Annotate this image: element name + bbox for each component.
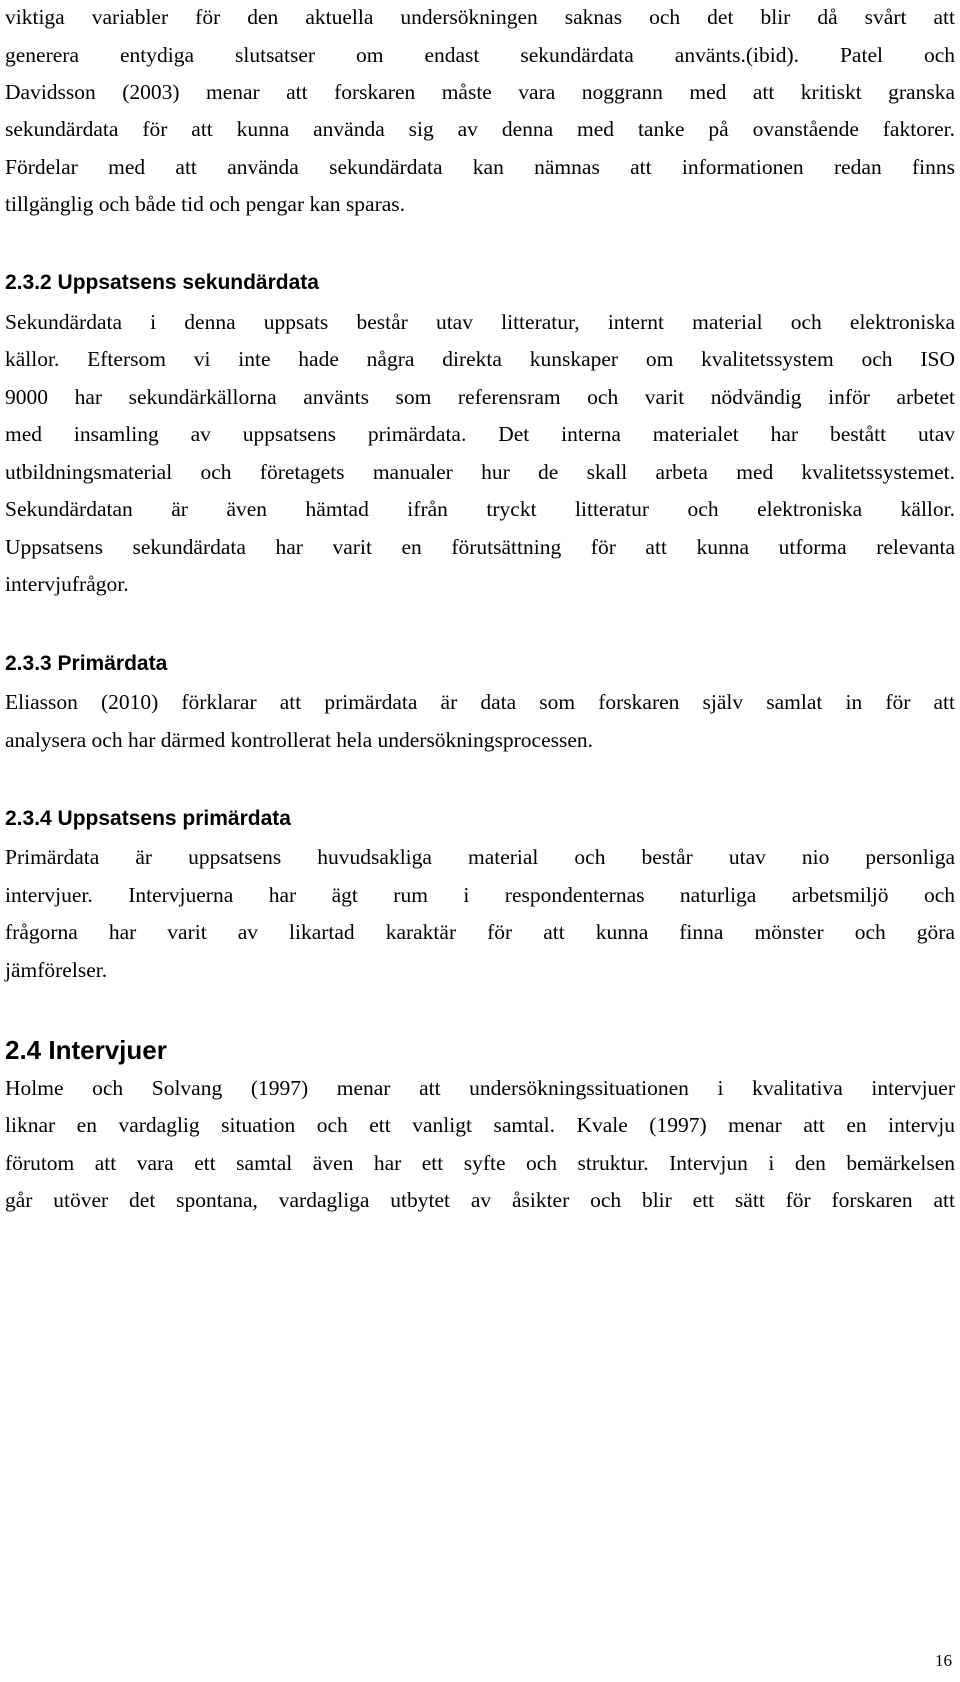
- section-2-4-line-4: går utöver det spontana, vardagliga utbytet av åsikter och blir ett sätt för forskaren att: [5, 1188, 955, 1212]
- section-2-3-4-line-2: intervjuer. Intervjuerna har ägt rum i respondenternas naturliga arbetsmiljö och: [5, 883, 955, 907]
- section-2-3-4-line-3: frågorna har varit av likartad karaktär för att kunna finna mönster och göra: [5, 920, 955, 944]
- section-2-4-line-1: Holme och Solvang (1997) menar att undersökningssituationen i kvalitativa intervjuer: [5, 1076, 955, 1100]
- section-2-4-line-3: förutom att vara ett samtal även har ett syfte och struktur. Intervjun i den bemärkelsen: [5, 1151, 955, 1175]
- intro-line-1: viktiga variabler för den aktuella undersökningen saknas och det blir då svårt att: [5, 5, 955, 29]
- section-2-3-2-line-6: Sekundärdatan är även hämtad ifrån tryckt litteratur och elektroniska källor.: [5, 497, 955, 521]
- section-heading-2-4: 2.4 Intervjuer: [5, 1035, 167, 1065]
- section-2-3-2-line-2: källor. Eftersom vi inte hade några direkta kunskaper om kvalitetssystem och ISO: [5, 347, 955, 371]
- section-2-3-4-line-4: jämförelser.: [5, 958, 108, 982]
- section-heading-2-3-3: 2.3.3 Primärdata: [5, 652, 168, 675]
- section-2-3-3-line-2: analysera och har därmed kontrollerat hela undersökningsprocessen.: [5, 728, 594, 752]
- section-2-3-2-line-8: intervjufrågor.: [5, 572, 129, 596]
- intro-line-6: tillgänglig och både tid och pengar kan sparas.: [5, 192, 406, 216]
- section-2-3-3-line-1: Eliasson (2010) förklarar att primärdata är data som forskaren själv samlat in för att: [5, 690, 955, 714]
- intro-line-2: generera entydiga slutsatser om endast sekundärdata använts.(ibid). Patel och: [5, 43, 955, 67]
- intro-line-5: Fördelar med att använda sekundärdata kan nämnas att informationen redan finns: [5, 155, 955, 179]
- intro-line-3: Davidsson (2003) menar att forskaren måste vara noggrann med att kritiskt granska: [5, 80, 955, 104]
- intro-line-4: sekundärdata för att kunna använda sig av denna med tanke på ovanstående faktorer.: [5, 117, 955, 141]
- section-2-3-2-line-7: Uppsatsens sekundärdata har varit en förutsättning för att kunna utforma relevanta: [5, 535, 955, 559]
- section-heading-2-3-4: 2.3.4 Uppsatsens primärdata: [5, 807, 291, 830]
- section-2-4-line-2: liknar en vardaglig situation och ett vanligt samtal. Kvale (1997) menar att en intervju: [5, 1113, 955, 1137]
- section-2-3-2-line-3: 9000 har sekundärkällorna använts som referensram och varit nödvändig inför arbetet: [5, 385, 955, 409]
- section-2-3-4-line-1: Primärdata är uppsatsens huvudsakliga material och består utav nio personliga: [5, 845, 955, 869]
- section-2-3-2-line-4: med insamling av uppsatsens primärdata. Det interna materialet har bestått utav: [5, 422, 955, 446]
- section-2-3-2-line-5: utbildningsmaterial och företagets manualer hur de skall arbeta med kvalitetssystemet.: [5, 460, 955, 484]
- section-2-3-2-line-1: Sekundärdata i denna uppsats består utav litteratur, internt material och elektroniska: [5, 310, 955, 334]
- section-heading-2-3-2: 2.3.2 Uppsatsens sekundärdata: [5, 271, 319, 294]
- page-number: 16: [935, 1651, 952, 1670]
